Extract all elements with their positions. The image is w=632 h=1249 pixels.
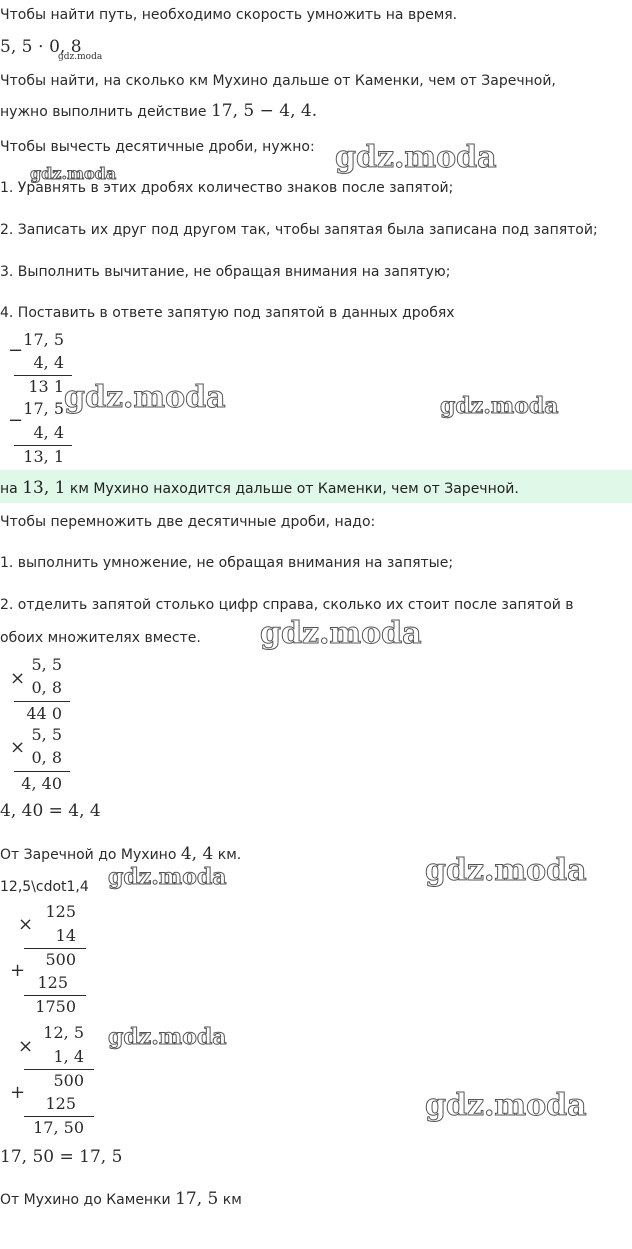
product: 17, 50 <box>33 1118 84 1137</box>
product: 1750 <box>35 997 76 1016</box>
text-line: 12,5\cdot1,4 <box>0 879 89 895</box>
partial-product: 500 <box>45 950 76 969</box>
product: 44 0 <box>26 704 62 723</box>
subtrahend: 4, 4 <box>33 353 64 372</box>
product: 4, 40 <box>21 774 62 793</box>
partial-product: 125 <box>45 1094 76 1113</box>
text-fragment: км. <box>213 847 242 863</box>
math-inline: 4, 4 <box>180 844 214 864</box>
calc-rule <box>14 771 70 772</box>
calc-rule <box>14 445 72 446</box>
minus-sign: − <box>8 340 24 361</box>
watermark-logo: gdz.moda <box>440 393 559 419</box>
math-expression: 5, 5 ⋅ 0, 8 <box>0 37 82 57</box>
math-inline: 17, 5 − 4, 4. <box>210 101 318 121</box>
calc-rule <box>24 995 86 996</box>
text-line: 4. Поставить в ответе запятую под запятой в данных дробях <box>0 305 455 321</box>
text-line: 2. отделить запятой столько цифр справа, сколько их стоит после запятой в <box>0 597 574 613</box>
calc-rule <box>24 948 86 949</box>
partial-product: 500 <box>53 1071 84 1090</box>
text-line <box>0 1190 242 1209</box>
calc-rule <box>14 701 70 702</box>
equation: 17, 50 = 17, 5 <box>0 1147 123 1167</box>
factor: 0, 8 <box>31 748 62 767</box>
difference: 13, 1 <box>23 447 64 466</box>
watermark-logo: gdz.moda <box>30 164 117 183</box>
calc-rule <box>24 1069 94 1070</box>
minuend: 17, 5 <box>23 330 64 349</box>
factor: 125 <box>45 902 76 921</box>
minus-sign: − <box>8 410 24 431</box>
factor: 1, 4 <box>53 1047 84 1066</box>
factor: 0, 8 <box>31 678 62 697</box>
answer-line <box>0 479 519 498</box>
watermark-logo: gdz.moda <box>108 864 227 890</box>
watermark-logo: gdz.moda <box>108 1024 227 1050</box>
text-fragment: От Мухино до Каменки <box>0 1192 176 1208</box>
watermark-logo: gdz.moda <box>425 853 587 888</box>
text-line: 1. выполнить умножение, не обращая внимания на запятые; <box>0 555 454 571</box>
text-fragment: км Мухино находится дальше от Каменки, чем от Заречной. <box>65 481 519 497</box>
times-sign: × <box>18 914 34 935</box>
text-line: обоих множителях вместе. <box>0 630 201 646</box>
text-line <box>0 845 241 864</box>
watermark-logo: gdz.moda <box>260 616 422 651</box>
text-line: Чтобы перемножить две десятичные дроби, надо: <box>0 514 376 530</box>
text-fragment: км <box>218 1192 242 1208</box>
watermark-logo: gdz.moda <box>335 140 497 175</box>
plus-sign: + <box>10 960 26 981</box>
watermark-logo: gdz.moda <box>425 1088 587 1123</box>
text-line: 1. Уравнять в этих дробях количество знаков после запятой; <box>0 180 454 196</box>
math-inline: 17, 5 <box>175 1189 219 1209</box>
subtrahend: 4, 4 <box>33 423 64 442</box>
calc-rule <box>14 375 72 376</box>
times-sign: × <box>10 668 26 689</box>
text-line: Чтобы найти путь, необходимо скорость умножить на время. <box>0 7 458 23</box>
text-line: Чтобы найти, на сколько км Мухино дальше от Каменки, чем от Заречной, <box>0 73 556 89</box>
text-fragment: От Заречной до Мухино <box>0 847 181 863</box>
factor: 5, 5 <box>31 655 62 674</box>
calc-rule <box>24 1116 94 1117</box>
factor: 5, 5 <box>31 725 62 744</box>
math-inline: 13, 1 <box>22 478 66 498</box>
difference: 13 1 <box>28 377 64 396</box>
partial-product: 125 <box>37 973 68 992</box>
text-line: Чтобы вычесть десятичные дроби, нужно: <box>0 139 315 155</box>
text-line: 2. Записать их друг под другом так, чтобы запятая была записана под запятой; <box>0 222 598 238</box>
watermark-logo: gdz.moda <box>64 380 226 415</box>
watermark-logo: gdz.moda <box>58 52 103 62</box>
text-fragment: нужно выполнить действие <box>0 104 211 120</box>
times-sign: × <box>18 1036 34 1057</box>
factor: 12, 5 <box>43 1023 84 1042</box>
minuend: 17, 5 <box>23 399 64 418</box>
factor: 14 <box>55 926 76 945</box>
text-fragment: на <box>0 481 23 497</box>
times-sign: × <box>10 737 26 758</box>
text-line: 3. Выполнить вычитание, не обращая внимания на запятую; <box>0 264 451 280</box>
equation: 4, 40 = 4, 4 <box>0 801 101 821</box>
plus-sign: + <box>10 1082 26 1103</box>
text-line <box>0 102 317 121</box>
